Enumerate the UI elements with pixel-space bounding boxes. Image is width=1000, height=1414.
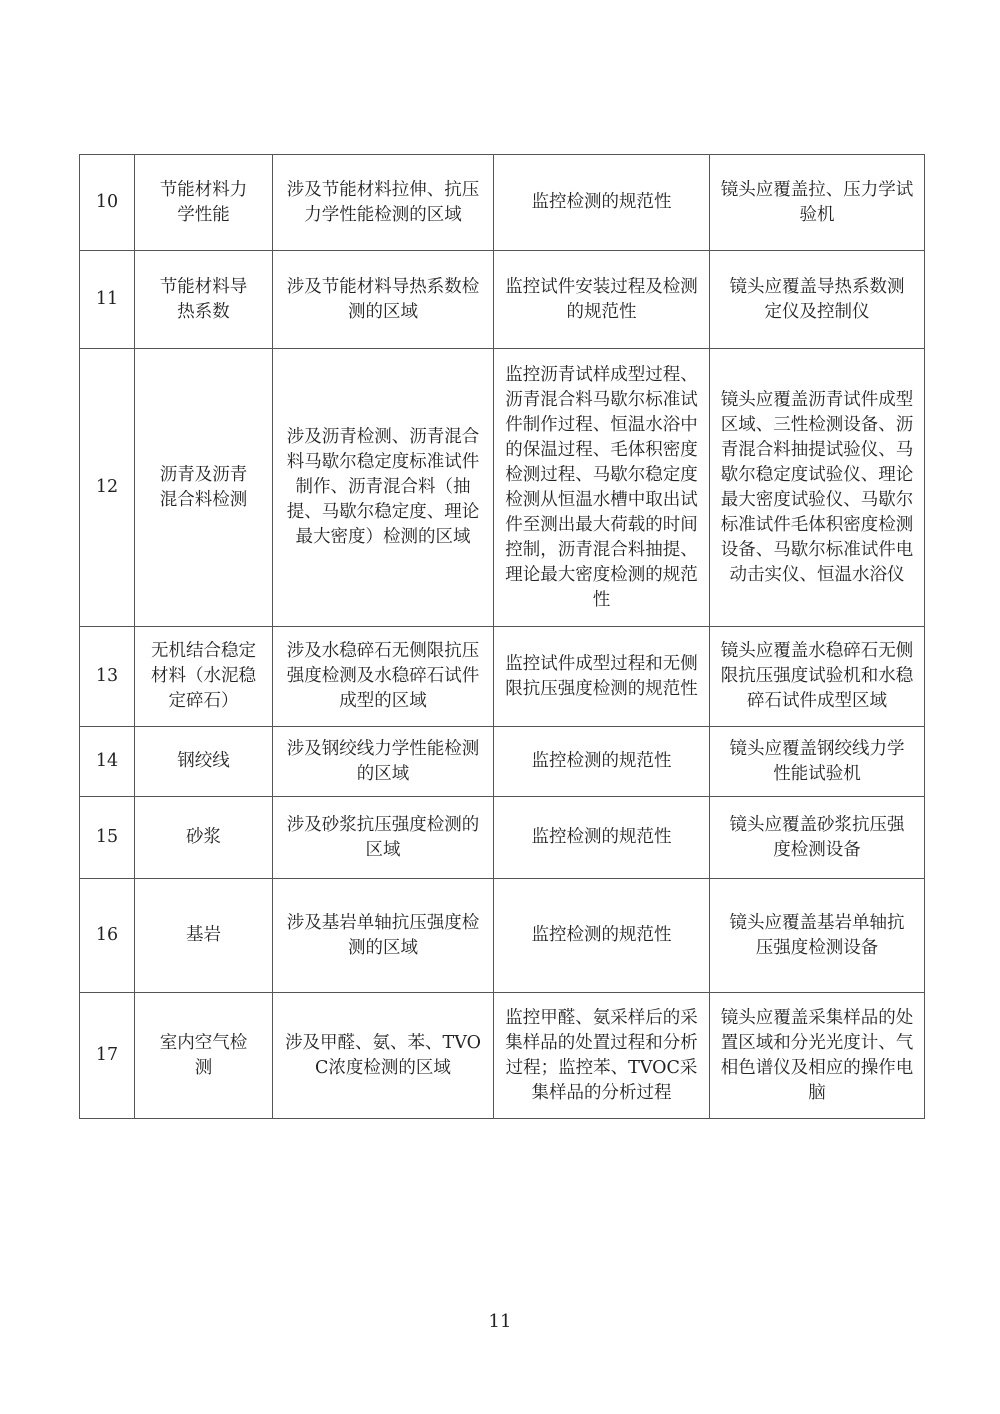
monitoring-requirements-table <box>79 154 925 1119</box>
test-item-cell: 无机结合稳定材料（水泥稳定碎石） <box>135 627 273 727</box>
monitoring-content-cell: 监控检测的规范性 <box>494 727 710 797</box>
area-cell: 涉及基岩单轴抗压强度检测的区域 <box>273 879 494 993</box>
table-row <box>80 993 925 1119</box>
row-number-cell: 16 <box>80 879 135 993</box>
row-number-cell: 17 <box>80 993 135 1119</box>
row-number-cell: 12 <box>80 349 135 627</box>
monitoring-content-cell: 监控检测的规范性 <box>494 879 710 993</box>
area-cell: 涉及节能材料导热系数检测的区域 <box>273 251 494 349</box>
camera-coverage-cell: 镜头应覆盖沥青试件成型区域、三性检测设备、沥青混合料抽提试验仪、马歇尔稳定度试验仪、理论最大密度试验仪、马歇尔标准试件毛体积密度检测设备、马歇尔标准试件电动击实仪、恒温水浴仪 <box>710 349 925 627</box>
table-row <box>80 879 925 993</box>
test-item-cell: 砂浆 <box>135 797 273 879</box>
table-row <box>80 727 925 797</box>
camera-coverage-cell: 镜头应覆盖基岩单轴抗压强度检测设备 <box>710 879 925 993</box>
table-row <box>80 797 925 879</box>
page-number: 11 <box>488 1311 512 1332</box>
camera-coverage-cell: 镜头应覆盖钢绞线力学性能试验机 <box>710 727 925 797</box>
area-cell: 涉及钢绞线力学性能检测的区域 <box>273 727 494 797</box>
test-item-cell: 基岩 <box>135 879 273 993</box>
row-number-cell: 15 <box>80 797 135 879</box>
area-cell: 涉及水稳碎石无侧限抗压强度检测及水稳碎石试件成型的区域 <box>273 627 494 727</box>
test-item-cell: 节能材料力学性能 <box>135 155 273 251</box>
test-item-cell: 节能材料导热系数 <box>135 251 273 349</box>
area-cell: 涉及甲醛、氨、苯、TVOC浓度检测的区域 <box>273 993 494 1119</box>
camera-coverage-cell: 镜头应覆盖水稳碎石无侧限抗压强度试验机和水稳碎石试件成型区域 <box>710 627 925 727</box>
row-number-cell: 11 <box>80 251 135 349</box>
camera-coverage-cell: 镜头应覆盖砂浆抗压强度检测设备 <box>710 797 925 879</box>
monitoring-content-cell: 监控试件安装过程及检测的规范性 <box>494 251 710 349</box>
area-cell: 涉及节能材料拉伸、抗压力学性能检测的区域 <box>273 155 494 251</box>
row-number-cell: 13 <box>80 627 135 727</box>
table-row <box>80 251 925 349</box>
test-item-cell: 沥青及沥青混合料检测 <box>135 349 273 627</box>
area-cell: 涉及沥青检测、沥青混合料马歇尔稳定度标准试件制作、沥青混合料（抽提、马歇尔稳定度、理论最大密度）检测的区域 <box>273 349 494 627</box>
row-number-cell: 10 <box>80 155 135 251</box>
monitoring-content-cell: 监控试件成型过程和无侧限抗压强度检测的规范性 <box>494 627 710 727</box>
table-row <box>80 349 925 627</box>
table-row <box>80 627 925 727</box>
camera-coverage-cell: 镜头应覆盖拉、压力学试验机 <box>710 155 925 251</box>
area-cell: 涉及砂浆抗压强度检测的区域 <box>273 797 494 879</box>
row-number-cell: 14 <box>80 727 135 797</box>
monitoring-content-cell: 监控甲醛、氨采样后的采集样品的处置过程和分析过程；监控苯、TVOC采集样品的分析过程 <box>494 993 710 1119</box>
table-row <box>80 155 925 251</box>
camera-coverage-cell: 镜头应覆盖采集样品的处置区域和分光光度计、气相色谱仪及相应的操作电脑 <box>710 993 925 1119</box>
monitoring-content-cell: 监控检测的规范性 <box>494 155 710 251</box>
test-item-cell: 钢绞线 <box>135 727 273 797</box>
monitoring-content-cell: 监控检测的规范性 <box>494 797 710 879</box>
camera-coverage-cell: 镜头应覆盖导热系数测定仪及控制仪 <box>710 251 925 349</box>
monitoring-content-cell: 监控沥青试样成型过程、沥青混合料马歇尔标准试件制作过程、恒温水浴中的保温过程、毛体积密度检测过程、马歇尔稳定度检测从恒温水槽中取出试件至测出最大荷载的时间控制，沥青混合料抽提、理论最大密度检测的规范性 <box>494 349 710 627</box>
test-item-cell: 室内空气检测 <box>135 993 273 1119</box>
